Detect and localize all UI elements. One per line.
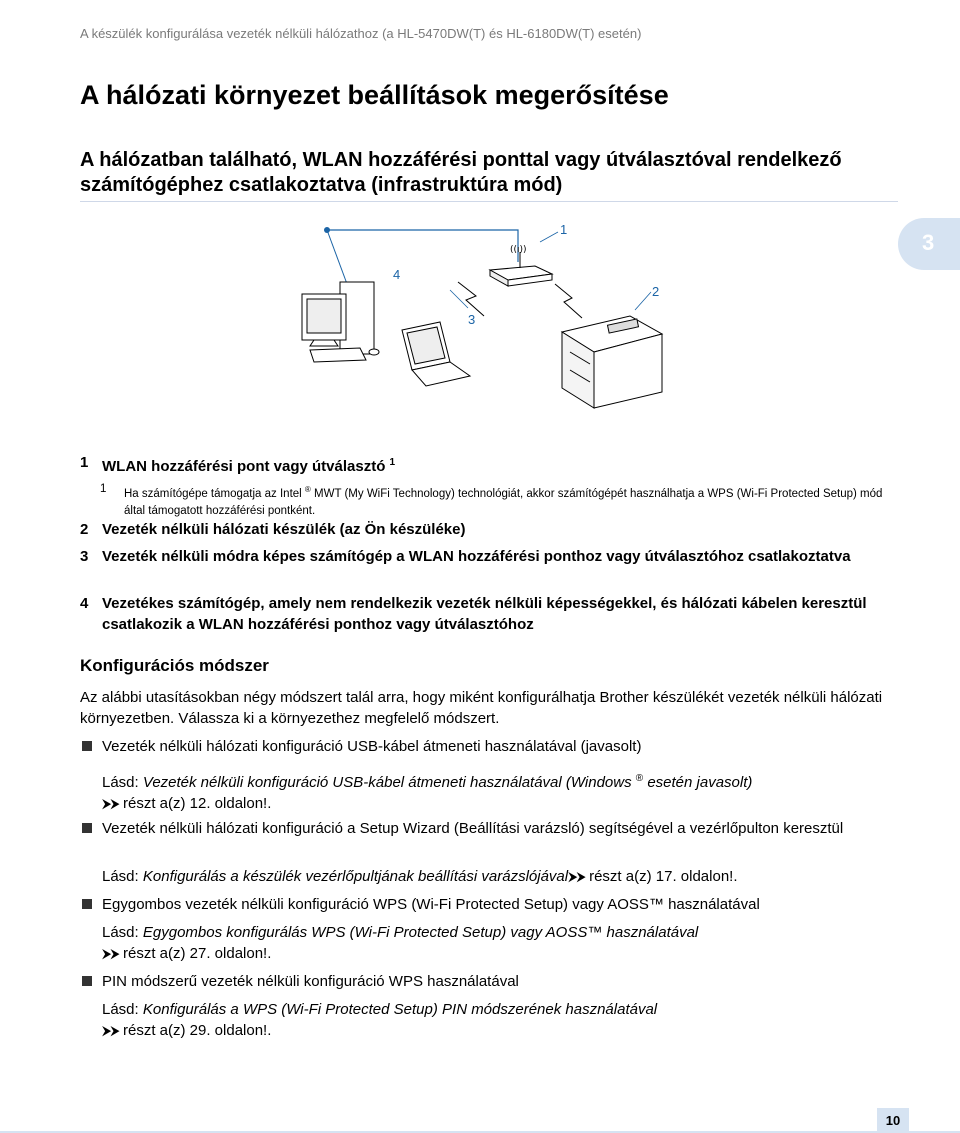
double-arrow-icon: ⮞⮞	[102, 796, 119, 811]
footnote	[100, 481, 890, 515]
network-cable	[327, 230, 518, 262]
router-icon	[490, 245, 552, 286]
legend-number: 1	[80, 454, 89, 471]
ref-link[interactable]: Konfigurálás a WPS (Wi-Fi Protected Setup) PIN módszerének használatával	[142, 1001, 658, 1018]
method-title: Vezeték nélküli hálózati konfiguráció USB-kábel átmeneti használatával (javasolt)	[102, 738, 642, 755]
desktop-computer-icon	[302, 282, 379, 362]
network-diagram	[290, 222, 680, 422]
bullet-square-icon	[82, 899, 92, 909]
ref-link[interactable]: Konfigurálás a készülék vezérlőpultjának beállítási varázslójával	[142, 868, 569, 885]
ref-prefix: Lásd:	[102, 924, 143, 941]
footnote-number: 1	[100, 483, 107, 495]
printer-icon	[562, 316, 662, 408]
divider	[80, 201, 898, 202]
figure-label-3: 3	[468, 312, 476, 327]
legend-text: WLAN hozzáférési pont vagy útválasztó	[102, 458, 386, 475]
method-reference	[102, 999, 892, 1041]
method-title: Vezeték nélküli hálózati konfiguráció a Setup Wizard (Beállítási varázsló) segítségével a vezérlőpulton keresztül	[102, 820, 844, 837]
ref-prefix: Lásd:	[102, 868, 143, 885]
ref-link[interactable]: Vezeték nélküli konfiguráció USB-kábel átmeneti használatával (Windows	[142, 774, 632, 791]
wireless-link-icon	[458, 282, 484, 316]
method-reference	[102, 922, 892, 964]
method-reference	[102, 768, 892, 810]
method-title: PIN módszerű vezeték nélküli konfiguráció WPS használatával	[102, 973, 519, 990]
legend-number: 2	[80, 521, 89, 538]
figure-label-1: 1	[560, 222, 568, 237]
section-title: A hálózati környezet beállítások megerősítése	[80, 80, 669, 110]
running-header: A készülék konfigurálása vezeték nélküli hálózathoz (a HL-5470DW(T) és HL-6180DW(T) esetén)	[80, 26, 642, 41]
legend-number: 3	[80, 548, 89, 565]
footnote-ref[interactable]: 1	[389, 457, 396, 468]
legend-item	[80, 546, 895, 588]
svg-text:((ı)): ((ı))	[510, 245, 527, 255]
method-reference	[102, 866, 892, 887]
registered-mark: ®	[304, 485, 311, 494]
bullet-square-icon	[82, 741, 92, 751]
footnote-text-a: Ha számítógépe támogatja az Intel	[124, 487, 302, 500]
double-arrow-icon: ⮞⮞	[568, 869, 585, 884]
bullet-square-icon	[82, 823, 92, 833]
figure-label-2: 2	[652, 284, 660, 299]
page-number: 10	[877, 1108, 909, 1133]
chapter-number: 3	[922, 230, 935, 255]
wireless-link-icon	[555, 284, 582, 318]
ref-page: részt a(z) 17. oldalon!.	[584, 868, 738, 885]
ref-page: részt a(z) 27. oldalon!.	[118, 945, 272, 962]
legend-text: Vezeték nélküli módra képes számítógép a WLAN hozzáférési ponthoz vagy útválasztóhoz csatlakoztatva	[102, 548, 851, 565]
ref-link-tail[interactable]: esetén javasolt)	[643, 774, 753, 791]
double-arrow-icon: ⮞⮞	[102, 946, 119, 961]
config-intro: Az alábbi utasításokban négy módszert talál arra, hogy miként konfigurálhatja Brother készülékét vezeték nélküli hálózati környezetben. Válassza ki a környezethez megfelelő módszert.	[80, 689, 883, 727]
method-item	[80, 971, 890, 992]
section-subtitle: A hálózatban található, WLAN hozzáférési ponttal vagy útválasztóval rendelkező számítógéphez csatlakoztatva (infrastruktúra mód)	[80, 149, 842, 196]
method-item	[80, 894, 890, 915]
ref-prefix: Lásd:	[102, 774, 143, 791]
method-title: Egygombos vezeték nélküli konfiguráció WPS (Wi-Fi Protected Setup) vagy AOSS™ használatával	[102, 896, 760, 913]
legend-item	[80, 593, 895, 635]
legend-item	[80, 519, 895, 540]
ref-link[interactable]: Egygombos konfigurálás WPS (Wi-Fi Protected Setup) vagy AOSS™ használatával	[142, 924, 699, 941]
laptop-icon	[402, 322, 470, 386]
legend-text: Vezeték nélküli hálózati készülék (az Ön készüléke)	[102, 521, 466, 538]
figure-label-4: 4	[393, 267, 401, 282]
bullet-square-icon	[82, 976, 92, 986]
network-diagram-svg	[290, 222, 680, 422]
legend-text: Vezetékes számítógép, amely nem rendelkezik vezeték nélküli képességekkel, és hálózati kábelen keresztül csatlakozik a WLAN hozzáférési ponthoz vagy útválasztóhoz	[102, 595, 867, 633]
ref-prefix: Lásd:	[102, 1001, 143, 1018]
double-arrow-icon: ⮞⮞	[102, 1023, 119, 1038]
registered-mark: ®	[635, 773, 644, 784]
legend-item	[80, 452, 895, 473]
legend-number: 4	[80, 595, 89, 612]
chapter-tab	[898, 218, 960, 270]
config-heading: Konfigurációs módszer	[80, 656, 269, 675]
ref-page: részt a(z) 12. oldalon!.	[118, 795, 272, 812]
ref-page: részt a(z) 29. oldalon!.	[118, 1022, 272, 1039]
method-item	[80, 736, 890, 757]
footnote-text-b: MWT (My WiFi Technology) technológiát, akkor számítógépét használhatja a WPS (Wi-Fi Protected Setup) mód által támogatott hozzáférési pontként.	[124, 487, 883, 517]
method-item	[80, 818, 890, 860]
